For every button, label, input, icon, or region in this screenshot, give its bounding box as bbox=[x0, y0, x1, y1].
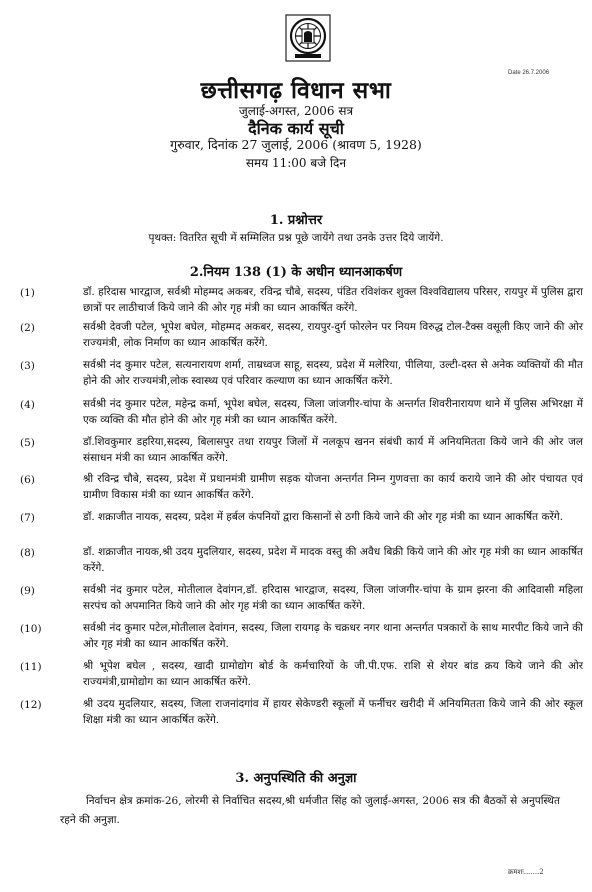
item-text: सर्वश्री नंद कुमार पटेल, महेन्द्र कर्मा, भूपेश बघेल, सदस्य, जिला जांजगीर-चांपा के अन्तर्गत शिवरीनारायण थाने में पुलिस अभिरक्षा में एक व्यक्ति की मौत होने की ओर गृह मंत्री का ध्यान आकर्षित करेंगे. bbox=[83, 398, 583, 426]
assembly-title: छत्तीसगढ़ विधान सभा bbox=[200, 77, 392, 104]
item-number: (3) bbox=[20, 360, 35, 372]
item-text: सर्वश्री नंद कुमार पटेल,मोतीलाल देवांगन, सदस्य, जिला रायगढ़ के चक्रधर नगर थाना अन्तर्गत पत्रकारों के साथ मारपीट किये जाने की ओर गृह मंत्री का ध्यान आकर्षित करेंगे. bbox=[83, 622, 583, 650]
section-1-note: पृथक्त: वितरित सूची में सम्मिलित प्रश्न पूछे जायेंगे तथा उनके उत्तर दिये जायेंगे. bbox=[148, 232, 444, 244]
item-number: (12) bbox=[20, 699, 42, 711]
section-3-heading: 3. अनुपस्थिति की अनुज्ञा bbox=[235, 771, 357, 786]
session-line: जुलाई-अगस्त, 2006 सत्र bbox=[238, 104, 354, 118]
item-text: सर्वश्री नंद कुमार पटेल, सत्यनारायण शर्मा, ताम्रध्वज साहू, सदस्य, प्रदेश में मलेरिया, पीलिया, उल्टी-दस्त से अनेक व्यक्तियों की मौत होने की ओर राज्यमंत्री,लोक स्वास्थ्य एवं परिवार कल्याण का ध्यान आकर्षित करेंगे. bbox=[83, 359, 583, 387]
item-text: सर्वश्री नंद कुमार पटेल, मोतीलाल देवांगन,डॉ. हरिदास भारद्वाज, सदस्य, जिला जांजगीर-चांपा के ग्राम झरना की आदिवासी महिला सरपंच को अपमानित किये जाने की ओर गृह मंत्री का ध्यान आकर्षित करेंगे. bbox=[83, 584, 583, 612]
date-stamp: Date 26.7.2006 bbox=[508, 70, 550, 76]
date-line: गुरुवार, दिनांक 27 जुलाई, 2006 (श्रावण 5, 1928) bbox=[170, 137, 422, 152]
item-text: डॉ. हरिदास भारद्वाज, सर्वश्री मोहम्मद अकबर, रविन्द्र चौबे, सदस्य, पंडित रविशंकर शुक्ल विश्वविद्यालय परिसर, रायपुर में पुलिस द्वारा छात्रों पर लाठीचार्ज किये जाने की ओर गृह मंत्री का ध्यान आकर्षित करेंगे. bbox=[83, 286, 583, 314]
section-2-heading: 2.नियम 138 (1) के अधीन ध्यानआकर्षण bbox=[189, 265, 403, 280]
item-number: (7) bbox=[20, 512, 35, 524]
item-number: (8) bbox=[20, 547, 35, 559]
item-number: (4) bbox=[20, 399, 35, 411]
section-1-heading: 1. प्रश्नोत्तर bbox=[269, 213, 323, 228]
item-text: डॉ. शक्राजीत नायक, सदस्य, प्रदेश में हर्बल कंपनियों द्वारा किसानों से ठगी किये जाने की ओर गृह मंत्री का ध्यान आकर्षित करेंगे. bbox=[83, 511, 564, 523]
item-number: (5) bbox=[20, 437, 35, 449]
item-number: (6) bbox=[20, 474, 35, 486]
item-number: (10) bbox=[20, 623, 42, 635]
item-text: डॉ. शक्राजीत नायक,श्री उदय मुदलियार, सदस्य, प्रदेश में मादक वस्तु की अवैध बिक्री किये जाने की ओर गृह मंत्री का ध्यान आकर्षित करेंगे. bbox=[83, 546, 583, 574]
agenda-title: दैनिक कार्य सूची bbox=[248, 119, 344, 138]
item-number: (9) bbox=[20, 585, 35, 597]
continuation-marker: क्रमशः.......2 bbox=[508, 868, 544, 876]
item-text: सर्वश्री देवजी पटेल, भूपेश बघेल, मोहम्मद अकबर, सदस्य, रायपुर-दुर्ग फोरलेन पर नियम विरुद्ध टोल-टैक्स वसूली किए जाने की ओर राज्यमंत्री, लोक निर्माण का ध्यान आकर्षित करेंगे. bbox=[83, 321, 583, 349]
item-text: श्री उदय मुदलियार, सदस्य, जिला राजनांदगांव में हायर सेकेण्डरी स्कूलों में फर्नीचर खरीदी में अनियमितता किये जाने की ओर स्कूल शिक्षा मंत्री का ध्यान आकर्षित करेंगे. bbox=[83, 698, 583, 726]
item-text: डॉ.शिवकुमार डहरिया,सदस्य, बिलासपुर तथा रायपुर जिलों में नलकूप खनन संबंधी कार्य में अनियमितता किये जाने की ओर जल संसाधन मंत्री का ध्यान आकर्षित करेंगे. bbox=[83, 436, 583, 464]
assembly-emblem-icon bbox=[285, 14, 331, 62]
section-3-text: निर्वाचन क्षेत्र क्रमांक-26, लोरमी से निर्वाचित सदस्य,श्री धर्मजीत सिंह को जुलाई-अगस्त, 2006 सत्र की बैठकों से अनुपस्थित रहने की अनुज्ञा. bbox=[60, 795, 560, 826]
item-number: (11) bbox=[20, 661, 42, 673]
item-number: (2) bbox=[20, 322, 35, 334]
item-text: श्री रविन्द्र चौबे, सदस्य, प्रदेश में प्रधानमंत्री ग्रामीण सड़क योजना अन्तर्गत निम्न गुणवत्ता का कार्य कराये जाने की ओर पंचायत एवं ग्रामीण विकास मंत्री का ध्यान आकर्षित करेंगे. bbox=[83, 473, 583, 501]
time-line: समय 11:00 बजे दिन bbox=[245, 156, 347, 170]
item-text: श्री भूपेश बघेल , सदस्य, खादी ग्रामोद्योग बोर्ड के कर्मचारियों के जी.पी.एफ. राशि से शेयर बांड क्रय किये जाने की ओर राज्यमंत्री,ग्रामोद्योग का ध्यान आकर्षित करेंगे. bbox=[83, 660, 583, 688]
item-number: (1) bbox=[20, 287, 35, 299]
